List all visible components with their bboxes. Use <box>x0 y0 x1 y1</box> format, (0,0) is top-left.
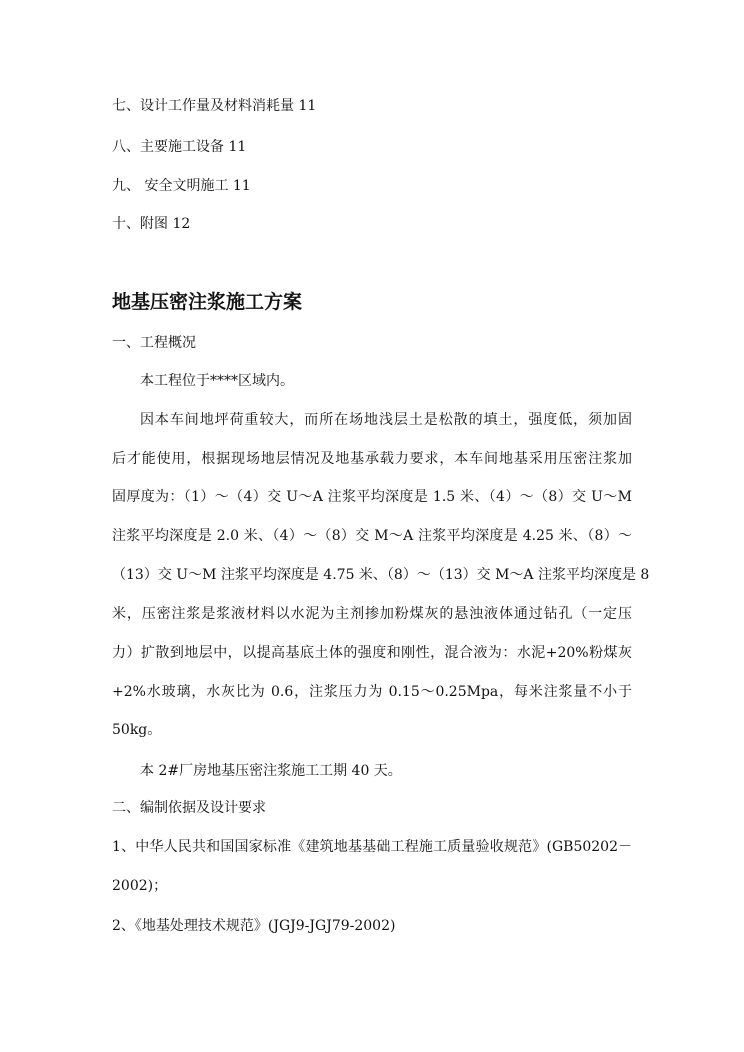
toc-item: 九、 安全文明施工 11 <box>112 178 251 194</box>
paragraph-line: 后才能使用，根据现场地层情况及地基承载力要求，本车间地基采用压密注浆加 <box>112 451 632 467</box>
paragraph: 本 2#厂房地基压密注浆施工工期 40 天。 <box>140 763 402 779</box>
paragraph: 本工程位于****区域内。 <box>140 373 294 389</box>
section-heading: 二、编制依据及设计要求 <box>112 800 266 816</box>
paragraph-line: +2%水玻璃，水灰比为 0.6，注浆压力为 0.15～0.25Mpa，每米注浆量不小于 <box>112 684 632 700</box>
paragraph-line: 力）扩散到地层中，以提高基底土体的强度和刚性，混合液为：水泥+20%粉煤灰 <box>112 645 632 661</box>
toc-item: 八、主要施工设备 11 <box>112 139 247 155</box>
list-item: 2、《地基处理技术规范》(JGJ9-JGJ79-2002) <box>112 918 396 934</box>
paragraph-line: 因本车间地坪荷重较大，而所在场地浅层土是松散的填土，强度低，须加固 <box>140 412 632 428</box>
paragraph-line: 固厚度为：（1）～（4）交 U～A 注浆平均深度是 1.5 米、（4）～（8）交 U～M <box>112 489 632 505</box>
paragraph-line: 50kg。 <box>112 722 162 738</box>
toc-item: 十、附图 12 <box>112 216 191 232</box>
list-item-line: 1、中华人民共和国国家标准《建筑地基基础工程施工质量验收规范》(GB50202－ <box>112 839 632 855</box>
paragraph-line: 米，压密注浆是浆液材料以水泥为主剂掺加粉煤灰的悬浊液体通过钻孔（一定压 <box>112 606 632 622</box>
section-heading: 一、工程概况 <box>112 335 196 351</box>
toc-item: 七、设计工作量及材料消耗量 11 <box>112 98 317 114</box>
paragraph-line: 注浆平均深度是 2.0 米、（4）～（8）交 M～A 注浆平均深度是 4.25 米、（8）～ <box>112 528 632 544</box>
paragraph-line: （13）交 U～M 注浆平均深度是 4.75 米、（8）～（13）交 M～A 注浆平均深度是 8 <box>112 567 650 583</box>
document-title: 地基压密注浆施工方案 <box>112 291 303 313</box>
list-item-line: 2002)； <box>112 878 168 894</box>
